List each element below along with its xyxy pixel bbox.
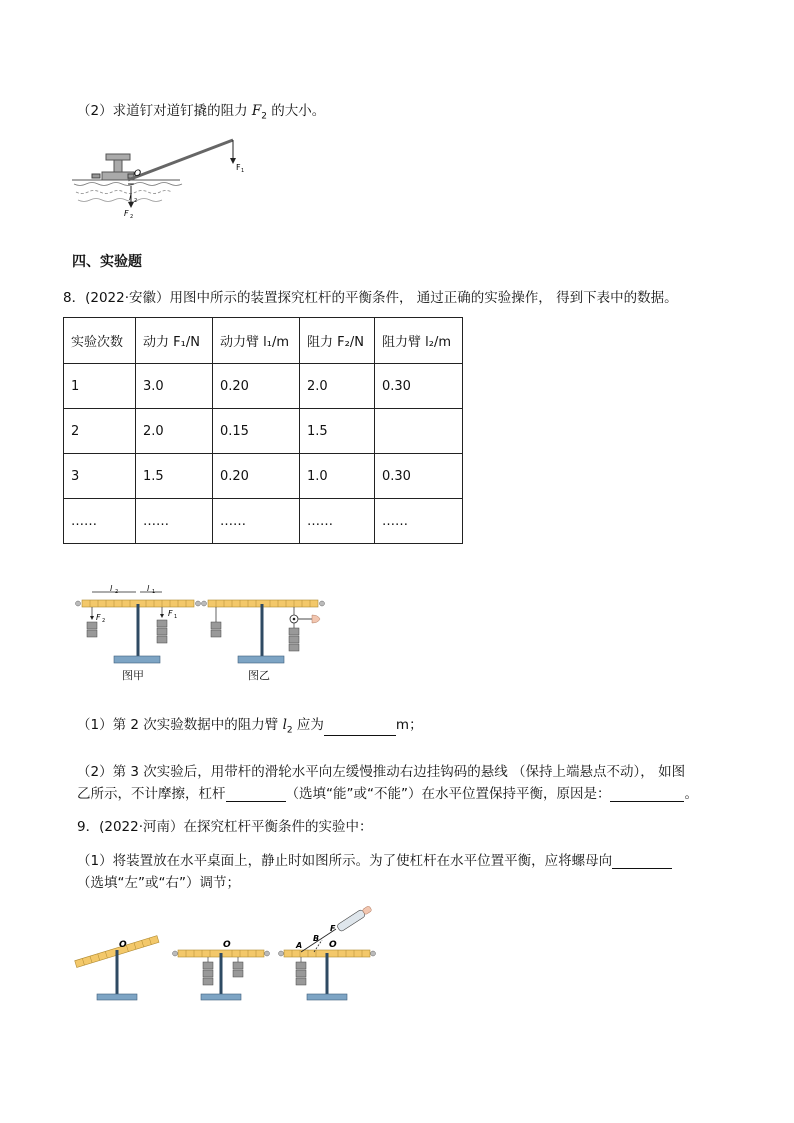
- fig9-label-O-1: O: [119, 940, 127, 950]
- table-cell: 0.30: [375, 454, 463, 499]
- fig7-label-F2-sub: 2: [130, 214, 134, 220]
- answer-blank-reason[interactable]: [610, 787, 684, 802]
- answer-blank-arm-length[interactable]: [324, 721, 396, 736]
- answer-blank-nut-direction[interactable]: [612, 854, 672, 869]
- fig8-label-F2-sub: 2: [102, 618, 106, 624]
- q7-part2-text: （2）求道钉对道钉撬的阻力 $F_2$ 的大小。: [77, 103, 326, 122]
- fig9-label-O-3: O: [329, 940, 337, 950]
- table-cell: 0.30: [375, 364, 463, 409]
- answer-blank-can-balance[interactable]: [226, 787, 286, 802]
- fig9-label-B: B: [313, 934, 320, 943]
- q8-stem: 8．(2022·安徽）用图中所示的装置探究杠杆的平衡条件， 通过正确的实验操作， 得到下表中的数据。: [63, 290, 678, 306]
- fig8-label-F1: F: [168, 609, 173, 618]
- figure-caption-left: 图甲: [122, 669, 144, 682]
- fig8-label-l2: l: [110, 584, 113, 593]
- table-cell: 0.20: [213, 454, 300, 499]
- table-header: 动力 F₁/N: [136, 318, 213, 364]
- table-cell: 1: [64, 364, 136, 409]
- table-cell: 0.20: [213, 364, 300, 409]
- table-cell: ……: [136, 499, 213, 544]
- fig8-label-l1-sub: 1: [152, 589, 156, 595]
- table-cell: 2: [64, 409, 136, 454]
- fig7-label-F2: F: [124, 209, 129, 218]
- table-header: 动力臂 l₁/m: [213, 318, 300, 364]
- table-header: 实验次数: [64, 318, 136, 364]
- q9-part1-line1: （1）将装置放在水平桌面上，静止时如图所示。为了使杠杆在水平位置平衡，应将螺母向: [77, 849, 672, 869]
- fig9-label-A: A: [296, 941, 303, 950]
- table-cell: 1.0: [300, 454, 375, 499]
- table-cell: ……: [213, 499, 300, 544]
- fig7-label-l: l: [129, 193, 132, 202]
- section-title: 四、实验题: [72, 254, 142, 270]
- table-cell: 0.15: [213, 409, 300, 454]
- table-header-row: [64, 318, 463, 364]
- table-row: [64, 409, 463, 454]
- spike-lever-figure: [70, 128, 260, 220]
- fig7-label-F: F: [236, 163, 241, 172]
- fig9-label-O-2: O: [223, 940, 231, 950]
- q8-data-table: [63, 317, 463, 544]
- table-cell: 2.0: [300, 364, 375, 409]
- table-header: 阻力臂 l₂/m: [375, 318, 463, 364]
- q9-lever-figure: [70, 900, 390, 1005]
- table-cell: ……: [64, 499, 136, 544]
- q8-part1: （1）第 2 次实验数据中的阻力臂 $l_2$ 应为 m；: [77, 717, 423, 736]
- table-cell: 1.5: [136, 454, 213, 499]
- table-cell: 1.5: [300, 409, 375, 454]
- table-header: 阻力 F₂/N: [300, 318, 375, 364]
- figure-caption-right: 图乙: [248, 669, 270, 682]
- fig7-label-l-sub: 2: [134, 198, 138, 204]
- fig7-label-O: O: [134, 169, 142, 179]
- q9-part1-line2: （选填“左”或“右”）调节；: [77, 875, 240, 891]
- q8-part2-line2: 乙所示，不计摩擦，杠杆 （选填“能”或“不能”）在水平位置保持平衡，原因是： 。: [77, 786, 698, 802]
- fig8-label-l1: l: [147, 584, 150, 593]
- q9-stem: 9．(2022·河南）在探究杠杆平衡条件的实验中：: [77, 819, 373, 835]
- table-cell: [375, 409, 463, 454]
- table-row: [64, 454, 463, 499]
- q8-part2-line1: （2）第 3 次实验后，用带杆的滑轮水平向左缓慢推动右边挂钩码的悬线 （保持上端悬点不动）， 如图: [77, 764, 686, 780]
- table-row: [64, 499, 463, 544]
- fig8-label-F1-sub: 1: [174, 614, 178, 620]
- fig9-label-F: F: [330, 924, 336, 933]
- fig7-label-1: 1: [241, 168, 245, 174]
- fig8-label-l2-sub: 2: [115, 589, 119, 595]
- fig8-label-F2: F: [96, 613, 101, 622]
- table-cell: 2.0: [136, 409, 213, 454]
- q8-lever-figure: [70, 582, 330, 682]
- table-cell: 3.0: [136, 364, 213, 409]
- table-row: [64, 364, 463, 409]
- table-cell: ……: [300, 499, 375, 544]
- table-cell: 3: [64, 454, 136, 499]
- table-cell: ……: [375, 499, 463, 544]
